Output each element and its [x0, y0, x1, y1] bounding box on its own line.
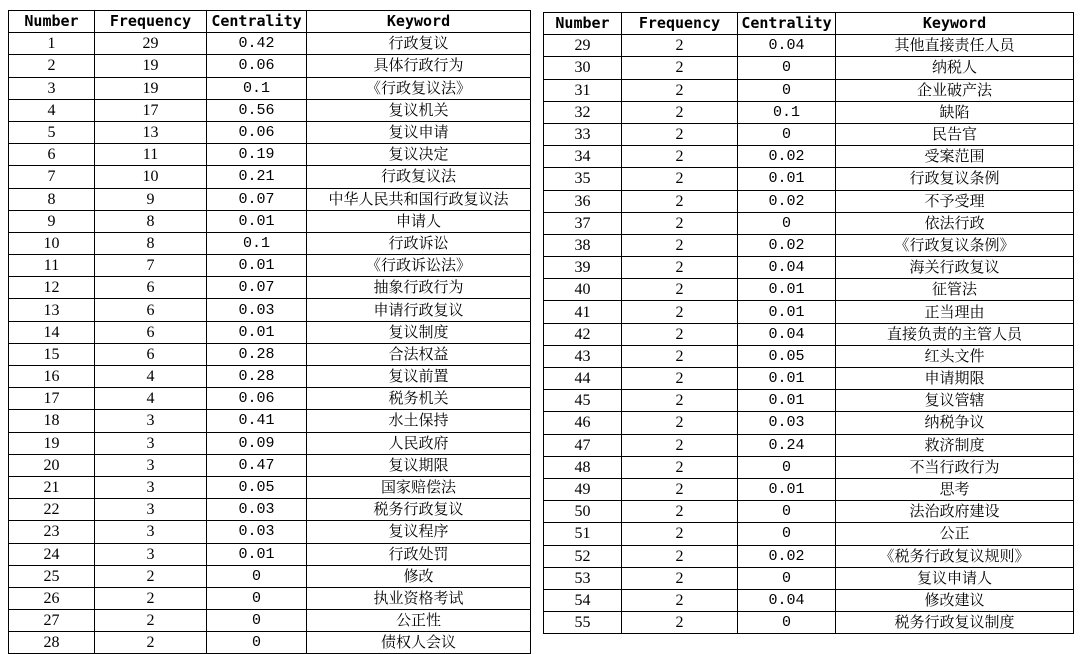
cell-centrality: 0.03	[207, 499, 307, 521]
cell-keyword: 《税务行政复议规则》	[836, 545, 1074, 567]
cell-number: 35	[544, 168, 622, 190]
table-row	[544, 212, 1074, 234]
cell-number: 55	[544, 612, 622, 634]
cell-centrality: 0.42	[207, 33, 307, 55]
cell-frequency: 2	[622, 257, 738, 279]
cell-frequency: 2	[622, 390, 738, 412]
cell-centrality: 0.05	[738, 345, 836, 367]
table-row	[544, 478, 1074, 500]
cell-frequency: 2	[95, 610, 207, 632]
cell-number: 43	[544, 345, 622, 367]
cell-number: 54	[544, 589, 622, 611]
table-row	[9, 99, 531, 121]
cell-keyword: 行政复议条例	[836, 168, 1074, 190]
cell-number: 47	[544, 434, 622, 456]
cell-frequency: 19	[95, 77, 207, 99]
table-row	[544, 79, 1074, 101]
cell-number: 48	[544, 456, 622, 478]
cell-centrality: 0.06	[207, 388, 307, 410]
cell-number: 28	[9, 632, 95, 654]
table-row	[544, 434, 1074, 456]
cell-keyword: 申请人	[307, 210, 531, 232]
header-number: Number	[544, 13, 622, 35]
table-row	[544, 345, 1074, 367]
cell-keyword: 复议程序	[307, 521, 531, 543]
cell-centrality: 0	[207, 610, 307, 632]
table-row	[9, 587, 531, 609]
cell-centrality: 0.28	[207, 366, 307, 388]
cell-centrality: 0.1	[207, 77, 307, 99]
cell-centrality: 0.01	[738, 279, 836, 301]
cell-keyword: 征管法	[836, 279, 1074, 301]
cell-keyword: 中华人民共和国行政复议法	[307, 188, 531, 210]
table-row	[544, 35, 1074, 57]
cell-keyword: 受案范围	[836, 146, 1074, 168]
cell-centrality: 0	[738, 212, 836, 234]
cell-frequency: 2	[622, 146, 738, 168]
cell-number: 38	[544, 234, 622, 256]
table-row	[9, 188, 531, 210]
cell-number: 20	[9, 454, 95, 476]
cell-keyword: 债权人会议	[307, 632, 531, 654]
cell-centrality: 0.01	[207, 255, 307, 277]
cell-keyword: 《行政诉讼法》	[307, 255, 531, 277]
cell-frequency: 2	[622, 345, 738, 367]
table-row	[9, 565, 531, 587]
cell-frequency: 2	[622, 79, 738, 101]
cell-number: 13	[9, 299, 95, 321]
cell-number: 53	[544, 567, 622, 589]
cell-number: 51	[544, 523, 622, 545]
cell-centrality: 0.04	[738, 35, 836, 57]
cell-number: 3	[9, 77, 95, 99]
cell-keyword: 《行政复议条例》	[836, 234, 1074, 256]
cell-frequency: 2	[622, 567, 738, 589]
cell-number: 10	[9, 232, 95, 254]
table-row	[9, 454, 531, 476]
cell-keyword: 其他直接责任人员	[836, 35, 1074, 57]
table-row	[9, 210, 531, 232]
cell-centrality: 0.04	[738, 257, 836, 279]
table-row	[9, 55, 531, 77]
cell-frequency: 6	[95, 321, 207, 343]
cell-number: 31	[544, 79, 622, 101]
cell-centrality: 0.05	[207, 476, 307, 498]
cell-frequency: 2	[622, 190, 738, 212]
cell-keyword: 国家赔偿法	[307, 476, 531, 498]
cell-centrality: 0.19	[207, 144, 307, 166]
cell-centrality: 0.07	[207, 188, 307, 210]
cell-centrality: 0	[738, 567, 836, 589]
cell-centrality: 0.01	[207, 210, 307, 232]
cell-frequency: 6	[95, 299, 207, 321]
cell-frequency: 2	[622, 412, 738, 434]
cell-number: 52	[544, 545, 622, 567]
cell-centrality: 0	[738, 456, 836, 478]
cell-keyword: 企业破产法	[836, 79, 1074, 101]
cell-frequency: 2	[622, 456, 738, 478]
cell-keyword: 红头文件	[836, 345, 1074, 367]
table-row	[9, 255, 531, 277]
cell-keyword: 抽象行政行为	[307, 277, 531, 299]
cell-keyword: 水土保持	[307, 410, 531, 432]
table-row	[9, 343, 531, 365]
cell-number: 26	[9, 587, 95, 609]
cell-keyword: 税务机关	[307, 388, 531, 410]
cell-number: 11	[9, 255, 95, 277]
cell-centrality: 0.02	[738, 545, 836, 567]
cell-keyword: 《行政复议法》	[307, 77, 531, 99]
cell-number: 44	[544, 368, 622, 390]
cell-centrality: 0.02	[738, 190, 836, 212]
cell-frequency: 2	[622, 212, 738, 234]
cell-keyword: 思考	[836, 478, 1074, 500]
cell-frequency: 3	[95, 476, 207, 498]
table-row	[544, 234, 1074, 256]
cell-keyword: 复议制度	[307, 321, 531, 343]
cell-frequency: 6	[95, 343, 207, 365]
cell-centrality: 0.01	[207, 543, 307, 565]
cell-frequency: 2	[622, 323, 738, 345]
cell-frequency: 17	[95, 99, 207, 121]
cell-frequency: 2	[622, 589, 738, 611]
cell-number: 19	[9, 432, 95, 454]
cell-number: 21	[9, 476, 95, 498]
cell-centrality: 0.01	[738, 368, 836, 390]
cell-keyword: 海关行政复议	[836, 257, 1074, 279]
cell-number: 30	[544, 57, 622, 79]
cell-keyword: 复议前置	[307, 366, 531, 388]
table-row	[544, 323, 1074, 345]
cell-centrality: 0	[738, 79, 836, 101]
cell-centrality: 0.47	[207, 454, 307, 476]
cell-frequency: 13	[95, 121, 207, 143]
cell-number: 16	[9, 366, 95, 388]
cell-centrality: 0.28	[207, 343, 307, 365]
cell-number: 42	[544, 323, 622, 345]
cell-centrality: 0.06	[207, 121, 307, 143]
cell-keyword: 直接负责的主管人员	[836, 323, 1074, 345]
cell-keyword: 法治政府建设	[836, 501, 1074, 523]
table-row	[544, 589, 1074, 611]
table-row	[9, 321, 531, 343]
cell-centrality: 0.01	[207, 321, 307, 343]
cell-frequency: 3	[95, 410, 207, 432]
cell-keyword: 税务行政复议	[307, 499, 531, 521]
cell-centrality: 0.41	[207, 410, 307, 432]
header-frequency: Frequency	[95, 11, 207, 33]
cell-centrality: 0	[738, 123, 836, 145]
header-number: Number	[9, 11, 95, 33]
table-row	[544, 257, 1074, 279]
table-row	[9, 77, 531, 99]
cell-number: 24	[9, 543, 95, 565]
cell-number: 41	[544, 301, 622, 323]
cell-frequency: 2	[622, 168, 738, 190]
cell-keyword: 申请行政复议	[307, 299, 531, 321]
cell-centrality: 0.07	[207, 277, 307, 299]
table-row	[544, 412, 1074, 434]
table-row	[9, 232, 531, 254]
cell-keyword: 行政复议法	[307, 166, 531, 188]
cell-number: 46	[544, 412, 622, 434]
table-row	[9, 144, 531, 166]
table-row	[544, 612, 1074, 634]
table-row	[9, 499, 531, 521]
cell-keyword: 行政处罚	[307, 543, 531, 565]
cell-number: 33	[544, 123, 622, 145]
cell-keyword: 税务行政复议制度	[836, 612, 1074, 634]
table-row	[9, 166, 531, 188]
cell-frequency: 2	[622, 501, 738, 523]
cell-frequency: 2	[622, 234, 738, 256]
cell-frequency: 8	[95, 232, 207, 254]
cell-frequency: 2	[622, 523, 738, 545]
table-row	[9, 366, 531, 388]
table-row	[9, 33, 531, 55]
cell-keyword: 人民政府	[307, 432, 531, 454]
cell-centrality: 0.04	[738, 323, 836, 345]
cell-frequency: 9	[95, 188, 207, 210]
cell-frequency: 2	[622, 368, 738, 390]
header-keyword: Keyword	[836, 13, 1074, 35]
cell-keyword: 民告官	[836, 123, 1074, 145]
cell-frequency: 2	[622, 35, 738, 57]
table-row	[9, 610, 531, 632]
cell-centrality: 0.02	[738, 234, 836, 256]
cell-number: 1	[9, 33, 95, 55]
cell-number: 6	[9, 144, 95, 166]
cell-centrality: 0	[738, 501, 836, 523]
cell-keyword: 不予受理	[836, 190, 1074, 212]
cell-frequency: 8	[95, 210, 207, 232]
cell-frequency: 3	[95, 454, 207, 476]
cell-frequency: 29	[95, 33, 207, 55]
table-row	[9, 476, 531, 498]
cell-centrality: 0.09	[207, 432, 307, 454]
cell-centrality: 0.03	[738, 412, 836, 434]
cell-number: 22	[9, 499, 95, 521]
cell-centrality: 0.24	[738, 434, 836, 456]
cell-number: 50	[544, 501, 622, 523]
cell-frequency: 2	[622, 301, 738, 323]
cell-keyword: 行政复议	[307, 33, 531, 55]
cell-number: 34	[544, 146, 622, 168]
table-row	[9, 521, 531, 543]
cell-frequency: 19	[95, 55, 207, 77]
cell-frequency: 3	[95, 499, 207, 521]
cell-centrality: 0.01	[738, 301, 836, 323]
cell-frequency: 2	[622, 279, 738, 301]
cell-frequency: 10	[95, 166, 207, 188]
cell-keyword: 救济制度	[836, 434, 1074, 456]
cell-centrality: 0	[738, 57, 836, 79]
cell-frequency: 3	[95, 521, 207, 543]
cell-frequency: 6	[95, 277, 207, 299]
cell-keyword: 申请期限	[836, 368, 1074, 390]
cell-frequency: 2	[95, 565, 207, 587]
cell-centrality: 0.56	[207, 99, 307, 121]
cell-number: 32	[544, 101, 622, 123]
cell-number: 17	[9, 388, 95, 410]
table-row	[9, 543, 531, 565]
header-row	[544, 13, 1074, 35]
table-row	[9, 410, 531, 432]
cell-keyword: 复议决定	[307, 144, 531, 166]
header-row	[9, 11, 531, 33]
cell-centrality: 0.01	[738, 168, 836, 190]
cell-frequency: 3	[95, 543, 207, 565]
cell-keyword: 具体行政行为	[307, 55, 531, 77]
cell-keyword: 执业资格考试	[307, 587, 531, 609]
cell-frequency: 2	[622, 545, 738, 567]
table-row	[9, 277, 531, 299]
table-row	[544, 523, 1074, 545]
cell-number: 5	[9, 121, 95, 143]
cell-frequency: 2	[622, 57, 738, 79]
cell-keyword: 修改建议	[836, 589, 1074, 611]
cell-keyword: 纳税争议	[836, 412, 1074, 434]
table-row	[544, 190, 1074, 212]
cell-number: 25	[9, 565, 95, 587]
cell-number: 45	[544, 390, 622, 412]
table-row	[544, 168, 1074, 190]
cell-centrality: 0.06	[207, 55, 307, 77]
table-row	[544, 501, 1074, 523]
cell-number: 27	[9, 610, 95, 632]
cell-centrality: 0.1	[207, 232, 307, 254]
table-row	[544, 57, 1074, 79]
table-row	[544, 390, 1074, 412]
table-row	[9, 121, 531, 143]
cell-number: 7	[9, 166, 95, 188]
cell-number: 9	[9, 210, 95, 232]
cell-keyword: 行政诉讼	[307, 232, 531, 254]
cell-number: 18	[9, 410, 95, 432]
cell-keyword: 公正	[836, 523, 1074, 545]
cell-keyword: 缺陷	[836, 101, 1074, 123]
cell-centrality: 0	[207, 632, 307, 654]
cell-keyword: 不当行政行为	[836, 456, 1074, 478]
cell-number: 37	[544, 212, 622, 234]
cell-number: 15	[9, 343, 95, 365]
cell-keyword: 公正性	[307, 610, 531, 632]
cell-number: 4	[9, 99, 95, 121]
cell-number: 49	[544, 478, 622, 500]
cell-centrality: 0.03	[207, 521, 307, 543]
cell-frequency: 2	[622, 434, 738, 456]
cell-centrality: 0	[738, 523, 836, 545]
cell-centrality: 0.01	[738, 478, 836, 500]
table-row	[544, 146, 1074, 168]
cell-frequency: 3	[95, 432, 207, 454]
cell-number: 23	[9, 521, 95, 543]
table-row	[544, 279, 1074, 301]
cell-centrality: 0.1	[738, 101, 836, 123]
cell-frequency: 4	[95, 388, 207, 410]
table-row	[544, 368, 1074, 390]
cell-frequency: 2	[622, 478, 738, 500]
table-row	[544, 456, 1074, 478]
cell-keyword: 复议机关	[307, 99, 531, 121]
header-centrality: Centrality	[207, 11, 307, 33]
table-row	[9, 299, 531, 321]
cell-frequency: 2	[622, 123, 738, 145]
cell-keyword: 复议管辖	[836, 390, 1074, 412]
cell-centrality: 0	[207, 587, 307, 609]
header-keyword: Keyword	[307, 11, 531, 33]
cell-keyword: 纳税人	[836, 57, 1074, 79]
cell-number: 12	[9, 277, 95, 299]
cell-centrality: 0	[207, 565, 307, 587]
table-row	[544, 301, 1074, 323]
cell-frequency: 4	[95, 366, 207, 388]
cell-frequency: 2	[95, 632, 207, 654]
cell-number: 8	[9, 188, 95, 210]
cell-frequency: 7	[95, 255, 207, 277]
cell-keyword: 合法权益	[307, 343, 531, 365]
cell-number: 2	[9, 55, 95, 77]
cell-number: 36	[544, 190, 622, 212]
header-centrality: Centrality	[738, 13, 836, 35]
cell-keyword: 复议申请人	[836, 567, 1074, 589]
table-row	[544, 567, 1074, 589]
cell-centrality: 0	[738, 612, 836, 634]
table-row	[544, 545, 1074, 567]
cell-keyword: 依法行政	[836, 212, 1074, 234]
keyword-table-left	[8, 10, 531, 654]
table-row	[9, 388, 531, 410]
cell-keyword: 复议期限	[307, 454, 531, 476]
cell-frequency: 2	[622, 101, 738, 123]
cell-frequency: 2	[622, 612, 738, 634]
cell-centrality: 0.04	[738, 589, 836, 611]
table-row	[544, 123, 1074, 145]
cell-keyword: 复议申请	[307, 121, 531, 143]
cell-frequency: 11	[95, 144, 207, 166]
cell-keyword: 修改	[307, 565, 531, 587]
cell-centrality: 0.03	[207, 299, 307, 321]
header-frequency: Frequency	[622, 13, 738, 35]
cell-centrality: 0.01	[738, 390, 836, 412]
cell-frequency: 2	[95, 587, 207, 609]
cell-keyword: 正当理由	[836, 301, 1074, 323]
table-row	[9, 432, 531, 454]
table-row	[544, 101, 1074, 123]
cell-centrality: 0.21	[207, 166, 307, 188]
cell-number: 14	[9, 321, 95, 343]
keyword-table-right	[543, 12, 1074, 634]
cell-number: 39	[544, 257, 622, 279]
cell-number: 29	[544, 35, 622, 57]
cell-number: 40	[544, 279, 622, 301]
cell-centrality: 0.02	[738, 146, 836, 168]
table-row	[9, 632, 531, 654]
